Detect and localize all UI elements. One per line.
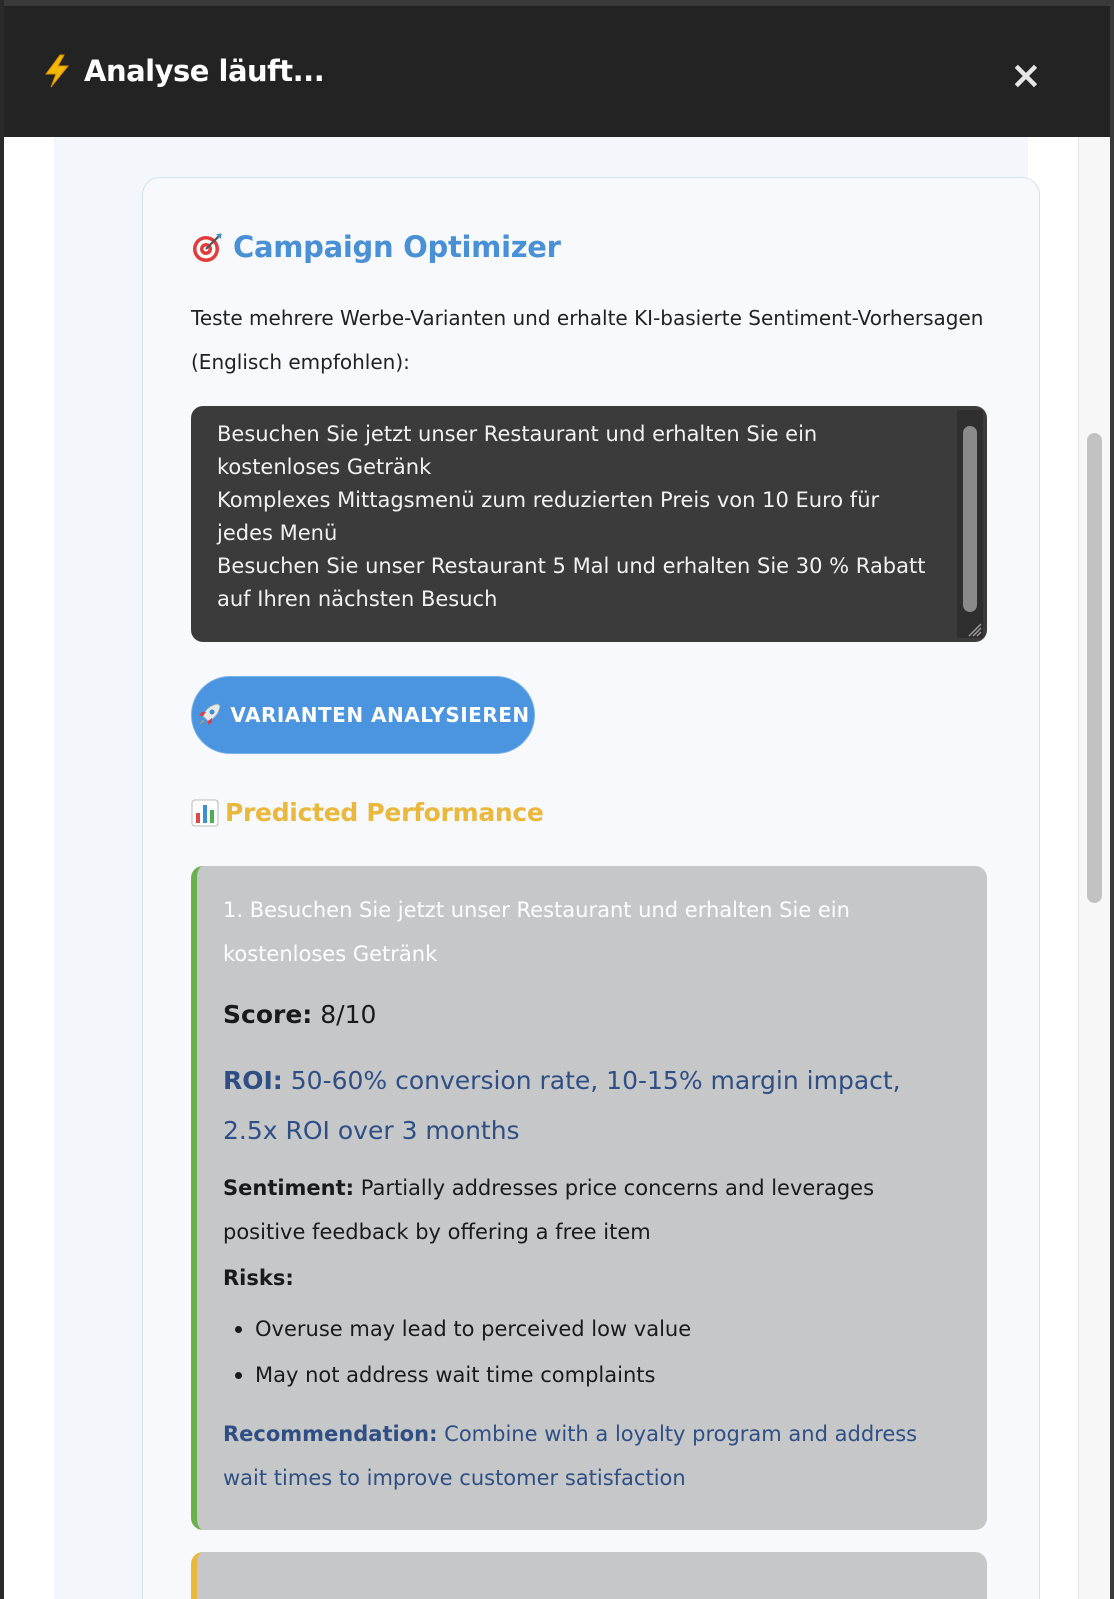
analyze-variants-button[interactable]: [191, 676, 535, 754]
modal-header: [4, 6, 1110, 137]
result-heading: 1. Besuchen Sie jetzt unser Restaurant und erhalten Sie ein kostenloses Getränk: [223, 898, 850, 966]
sentiment-label: Sentiment:: [223, 1176, 355, 1200]
result-card: [191, 866, 987, 1530]
roi-label: ROI:: [223, 1066, 283, 1095]
modal-title-text: Analyse läuft...: [84, 54, 325, 88]
campaign-optimizer-card: [142, 177, 1040, 1599]
analysis-modal: [4, 6, 1110, 1599]
recommendation-value: Combine with a loyalty program and address wait times to improve customer satisfaction: [223, 1422, 918, 1490]
modal-title: [42, 54, 324, 88]
risks-label: Risks:: [223, 1266, 294, 1290]
predicted-performance-title: [191, 798, 544, 827]
sentiment-line: [223, 1166, 963, 1254]
modal-scrollbar[interactable]: [1078, 137, 1110, 1599]
roi-line: [223, 1056, 963, 1156]
close-button[interactable]: ×: [1010, 53, 1042, 97]
textarea-scrollbar-thumb[interactable]: [963, 426, 977, 612]
risks-list: [223, 1306, 963, 1398]
recommendation-line: [223, 1412, 963, 1500]
predicted-performance-text: Predicted Performance: [225, 798, 544, 827]
textarea-scrollbar[interactable]: [957, 410, 983, 638]
content-area: [54, 137, 1028, 1599]
bar-chart-icon: [191, 799, 219, 827]
risk-item: Overuse may lead to perceived low value: [223, 1306, 963, 1352]
sentiment-value: Partially addresses price concerns and leverages positive feedback by offering a free item: [223, 1176, 875, 1244]
modal-body: [4, 137, 1078, 1599]
analyze-button-label: VARIANTEN ANALYSIEREN: [230, 703, 530, 727]
lightning-bolt-icon: [42, 54, 72, 88]
score-line: [223, 1000, 376, 1029]
result-card-next: [191, 1552, 987, 1599]
optimizer-title: [191, 230, 561, 264]
optimizer-title-text: Campaign Optimizer: [233, 230, 561, 264]
score-label: Score:: [223, 1000, 313, 1029]
roi-value: 50-60% conversion rate, 10-15% margin impact, 2.5x ROI over 3 months: [223, 1066, 901, 1145]
variants-input[interactable]: [191, 406, 987, 642]
risk-item: May not address wait time complaints: [223, 1352, 963, 1398]
recommendation-label: Recommendation:: [223, 1422, 438, 1446]
resize-handle-icon[interactable]: [963, 618, 983, 638]
score-value: 8/10: [320, 1000, 377, 1029]
modal-scrollbar-thumb[interactable]: [1087, 433, 1102, 903]
optimizer-description: Teste mehrere Werbe-Varianten und erhalte KI-basierte Sentiment-Vorhersagen (Englisch empfohlen):: [191, 306, 984, 374]
rocket-icon: [196, 702, 222, 728]
target-icon: [191, 230, 225, 264]
